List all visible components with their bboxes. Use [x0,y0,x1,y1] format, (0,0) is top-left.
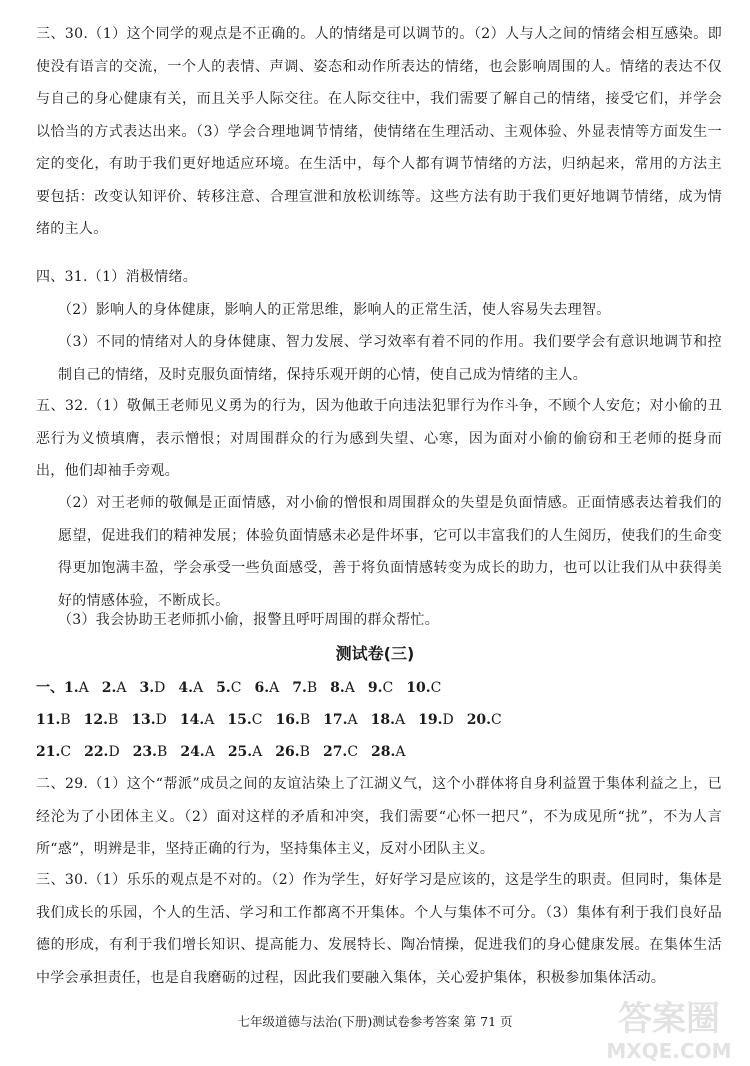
answer-q30-collective: 三、30.（1）乐乐的观点是不对的。（2）作为学生，好好学习是应该的，这是学生的职责。但同时，集体是我们成长的乐园，个人的生活、学习和工作都离不开集体。个人与集体不可分。（3）集体有利于我们良好品德的形成，有利于我们增长知识、提高能力、发展特长、陶冶情操，促进我们的身心健康发展。在集体生活中学会承担责任，也是自我磨砺的过程，因此我们要融入集体，关心爱护集体，积极参加集体活动。 [36,872,722,986]
mc-answer-item: 11.B [36,712,71,728]
mc-section-label: 一、 [36,680,64,696]
mc-answer-item: 27.C [322,744,359,760]
answer-q32-part1: 五、32.（1）敬佩王老师见义勇为的行为，因为他敢于向违法犯罪行为作斗争，不顾个人安危；对小偷的丑恶行为义愤填膺，表示憎恨；对周围群众的行为感到失望、心寒，因为面对小偷的偷窃和王老师的挺身而出，他们却袖手旁观。 [36,398,722,479]
answer-q31-part3: （3）不同的情绪对人的身体健康、智力发展、学习效率有着不同的作用。我们要学会有意识地调节和控制自己的情绪，及时克服负面情绪，保持乐观开朗的心情，使自己成为情绪的主人。 [58,334,722,383]
mc-answer-item: 24.A [180,744,215,760]
mc-row-3-items [36,744,419,760]
mc-answer-item: 28.A [371,744,406,760]
mc-answer-item: 16.B [275,712,311,728]
watermark-url: MXQE.COM [606,1039,732,1063]
mc-answer-item: 12.B [83,712,119,728]
section-title: 测试卷(三) [335,644,415,663]
mc-answer-item: 9.C [367,680,394,696]
mc-answer-item: 7.B [292,680,318,696]
page-footer: 七年级道德与法治(下册)测试卷参考答案 第 71 页 [237,1014,513,1029]
watermark-logo [594,992,744,1064]
answer-q29: 二、29.（1）这个“帮派”成员之间的友谊沾染上了江湖义气，这个小群体将自身利益置于集体利益之上，已经沦为了小团体主义。（2）面对这样的矛盾和冲突，我们需要“心怀一把尺”，不为成见所“扰”，不为人言所“惑”，明辨是非，坚持正确的行为，坚持集体主义，反对小团队主义。 [36,776,722,857]
mc-answer-item: 4.A [178,680,204,696]
mc-answer-item: 13.D [131,712,167,728]
mc-answer-item: 17.A [323,712,358,728]
mc-answer-item: 21.C [36,744,72,760]
answer-q32-part2: （2）对王老师的敬佩是正面情感，对小偷的憎恨和周围群众的失望是负面情感。正面情感表达着我们的愿望，促进我们的精神发展；体验负面情感未必是件坏事，它可以丰富我们的人生阅历，使我们的生命变得更加饱满丰盈，学会承受一些负面感受，善于将负面情感转变为成长的助力，也可以让我们从中获得美好的情感体验，不断成长。 [58,495,722,609]
mc-row-1-items [64,680,454,696]
mc-answer-item: 23.B [132,744,168,760]
mc-answers-row-3 [36,736,726,768]
mc-answer-item: 25.A [227,744,263,760]
mc-answer-item: 5.C [216,680,242,696]
mc-answer-item: 26.B [275,744,310,760]
mc-answer-item: 10.C [406,680,442,696]
mc-answer-item: 22.D [84,744,120,760]
mc-answer-item: 3.D [139,680,166,696]
mc-answer-item: 1.A [64,680,89,696]
answer-q31-part2: （2）影响人的身体健康，影响人的正常思维，影响人的正常生活，使人容易失去理智。 [58,302,611,318]
mc-answer-item: 18.A [370,712,406,728]
answer-q30-emotion: 三、30.（1）这个同学的观点是不正确的。人的情绪是可以调节的。（2）人与人之间的情绪会相互感染。即使没有语言的交流，一个人的表情、声调、姿态和动作所表达的情绪，也会影响周围的人。情绪的表达不仅与自己的身心健康有关，而且关乎人际交往。在人际交往中，我们需要了解自己的情绪，接受它们，并学会以恰当的方式表达出来。（3）学会合理地调节情绪，使情绪在生理活动、主观体验、外显表情等方面发生一定的变化，有助于我们更好地适应环境。在生活中，每个人都有调节情绪的方法，归纳起来，常用的方法主要包括：改变认知评价、转移注意、合理宣泄和放松训练等。这些方法有助于我们更好地调节情绪，成为情绪的主人。 [36,26,722,237]
mc-answer-item: 20.C [466,712,502,728]
mc-answer-item: 14.A [179,712,215,728]
mc-answer-item: 19.D [418,712,454,728]
mc-answer-item: 8.A [330,680,355,696]
mc-answer-item: 15.C [227,712,263,728]
answer-q32-part3: （3）我会协助王老师抓小偷，报警且呼吁周围的群众帮忙。 [58,612,440,628]
answer-q31-part1: 四、31.（1）消极情绪。 [36,269,198,285]
mc-answer-item: 6.A [254,680,280,696]
mc-answers-row-1 [36,672,726,704]
mc-answer-item: 2.A [101,680,127,696]
mc-row-2-items [36,712,515,728]
mc-answers-row-2 [36,704,726,736]
watermark-text: 答案圈 [618,999,720,1039]
